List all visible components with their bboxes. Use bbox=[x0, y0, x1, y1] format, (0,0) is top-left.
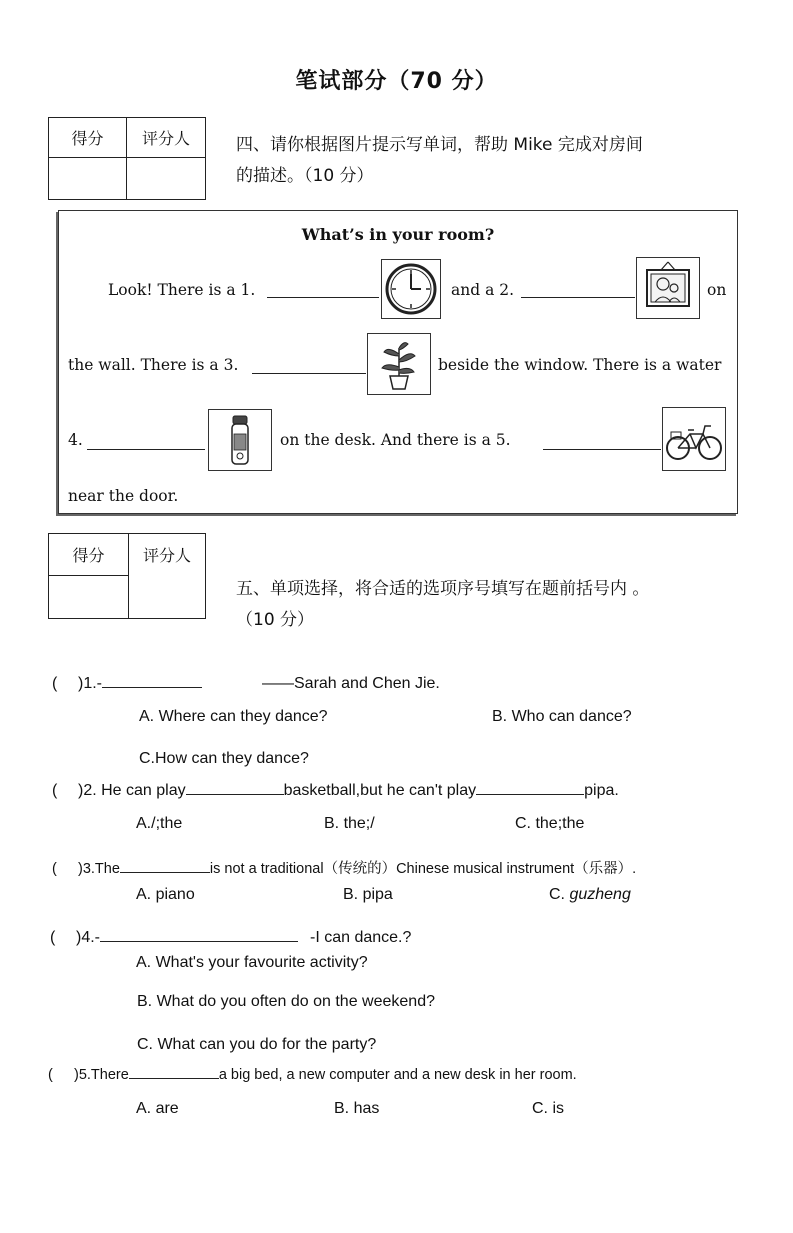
line1-text-b: and a 2. bbox=[451, 281, 515, 299]
question-4: ( )4.- -I can dance.? bbox=[50, 929, 412, 946]
score-label: 得分 bbox=[49, 118, 127, 158]
score-cell[interactable] bbox=[49, 576, 129, 619]
line3-number: 4. bbox=[68, 431, 83, 449]
q2-option-c[interactable]: C. the;the bbox=[515, 815, 585, 832]
q4-blank[interactable] bbox=[100, 940, 298, 942]
line1-text-c: on bbox=[707, 281, 727, 299]
q1-option-a[interactable]: A. Where can they dance? bbox=[139, 708, 328, 725]
grader-label: 评分人 bbox=[129, 534, 206, 619]
blank-2[interactable] bbox=[521, 297, 635, 298]
grader-label: 评分人 bbox=[127, 118, 206, 158]
score-label: 得分 bbox=[49, 534, 129, 576]
q4-option-c[interactable]: C. What can you do for the party? bbox=[137, 1036, 377, 1053]
q1-option-c[interactable]: C.How can they dance? bbox=[139, 750, 309, 767]
q2-option-b[interactable]: B. the;/ bbox=[324, 815, 375, 832]
q1-blank[interactable] bbox=[102, 686, 202, 688]
q1-option-b[interactable]: B. Who can dance? bbox=[492, 708, 632, 725]
q3-option-a[interactable]: A. piano bbox=[136, 886, 195, 903]
q5-option-b[interactable]: B. has bbox=[334, 1100, 380, 1117]
blank-4[interactable] bbox=[87, 449, 205, 450]
box-title: What’s in your room? bbox=[301, 225, 495, 244]
line2-text-b: beside the window. There is a water bbox=[438, 356, 722, 374]
line4-text: near the door. bbox=[68, 487, 179, 505]
q3-option-c[interactable]: C. guzheng bbox=[549, 886, 631, 903]
q5-blank[interactable] bbox=[129, 1077, 219, 1079]
line1-text-a: Look! There is a 1. bbox=[108, 281, 256, 299]
question-3: ( )3.The is not a traditional（传统的）Chinese musical instrument（乐器）. bbox=[52, 861, 637, 877]
water-bottle-icon bbox=[208, 409, 272, 471]
question-1: ( )1.- ——Sarah and Chen Jie. bbox=[52, 675, 440, 692]
room-description-box bbox=[58, 210, 738, 514]
q2-option-a[interactable]: A./;the bbox=[136, 815, 183, 832]
q2-blank-2[interactable] bbox=[476, 793, 584, 795]
q4-option-b[interactable]: B. What do you often do on the weekend? bbox=[137, 993, 435, 1010]
grader-cell[interactable] bbox=[127, 158, 206, 200]
page-title: 笔试部分（70 分） bbox=[295, 69, 498, 94]
q4-option-a[interactable]: A. What's your favourite activity? bbox=[136, 954, 368, 971]
line3-text-b: on the desk. And there is a 5. bbox=[280, 431, 511, 449]
line2-text-a: the wall. There is a 3. bbox=[68, 356, 239, 374]
blank-1[interactable] bbox=[267, 297, 379, 298]
section4-heading: 四、请你根据图片提示写单词，帮助 Mike 完成对房间 的描述。（10 分） bbox=[236, 135, 643, 186]
q3-blank[interactable] bbox=[120, 871, 210, 873]
score-table-1 bbox=[48, 117, 206, 200]
blank-3[interactable] bbox=[252, 373, 366, 374]
q3-option-b[interactable]: B. pipa bbox=[343, 886, 393, 903]
q5-option-a[interactable]: A. are bbox=[136, 1100, 179, 1117]
blank-5[interactable] bbox=[543, 449, 661, 450]
section5-heading: 五、单项选择，将合适的选项序号填写在题前括号内 。 （10 分） bbox=[236, 579, 650, 630]
picture-frame-icon bbox=[636, 257, 700, 319]
score-cell[interactable] bbox=[49, 158, 127, 200]
plant-icon bbox=[367, 333, 431, 395]
score-table-2 bbox=[48, 533, 206, 619]
clock-icon bbox=[381, 259, 441, 319]
bike-icon bbox=[662, 407, 726, 471]
question-2: ( )2. He can play basketball,but he can't play pipa. bbox=[52, 782, 619, 799]
q2-blank-1[interactable] bbox=[186, 793, 284, 795]
question-5: ( )5.There a big bed, a new computer and a new desk in her room. bbox=[48, 1067, 577, 1083]
q5-option-c[interactable]: C. is bbox=[532, 1100, 564, 1117]
